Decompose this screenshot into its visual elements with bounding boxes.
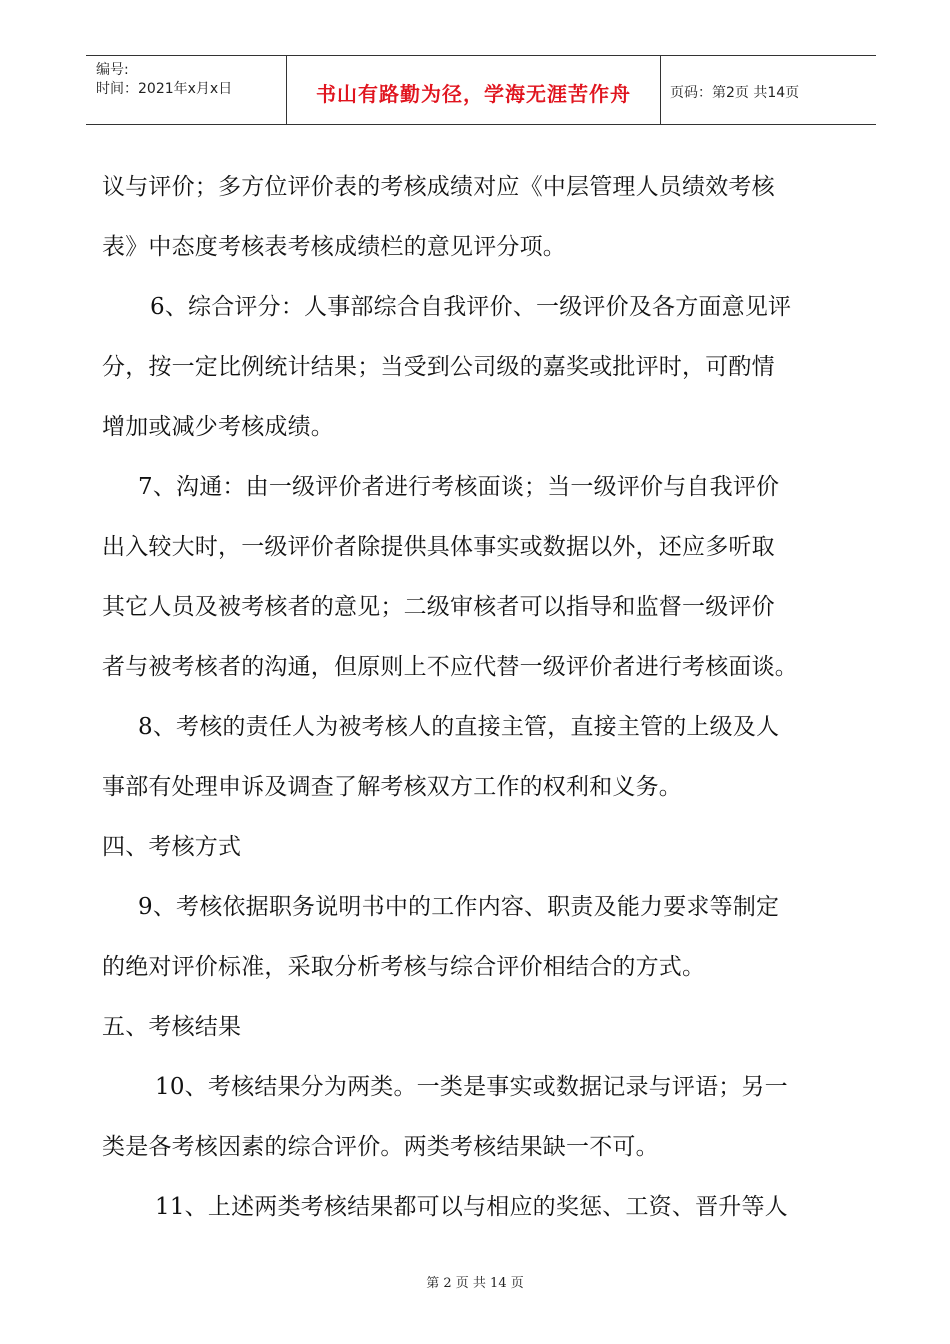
document-time-label: 时间：2021年x月x日 bbox=[96, 81, 233, 97]
header-motto: 书山有路勤为径，学海无涯苦作舟 bbox=[316, 82, 631, 106]
body-line: 分，按一定比例统计结果；当受到公司级的嘉奖或批评时，可酌情 bbox=[102, 354, 775, 380]
body-line: 表》中态度考核表考核成绩栏的意见评分项。 bbox=[102, 234, 566, 260]
body-line: 其它人员及被考核者的意见；二级审核者可以指导和监督一级评价 bbox=[102, 594, 775, 620]
body-line: 出入较大时，一级评价者除提供具体事实或数据以外，还应多听取 bbox=[102, 534, 775, 560]
body-line: 事部有处理申诉及调查了解考核双方工作的权利和义务。 bbox=[102, 774, 682, 800]
header-meta-cell bbox=[86, 56, 286, 124]
body-line: 6、综合评分：人事部综合自我评价、一级评价及各方面意见评 bbox=[150, 294, 792, 320]
section-heading: 五、考核结果 bbox=[102, 1014, 242, 1040]
header-motto-cell bbox=[286, 56, 661, 124]
body-line: 增加或减少考核成绩。 bbox=[102, 414, 334, 440]
body-line: 11、上述两类考核结果都可以与相应的奖惩、工资、晋升等人 bbox=[155, 1194, 788, 1220]
body-line: 类是各考核因素的综合评价。两类考核结果缺一不可。 bbox=[102, 1134, 659, 1160]
body-line: 的绝对评价标准，采取分析考核与综合评价相结合的方式。 bbox=[102, 954, 706, 980]
page-header bbox=[86, 55, 876, 125]
section-heading: 四、考核方式 bbox=[102, 834, 242, 860]
page-footer: 第 2 页 共 14 页 bbox=[426, 1276, 524, 1291]
body-line: 10、考核结果分为两类。一类是事实或数据记录与评语；另一 bbox=[155, 1074, 788, 1100]
body-line: 8、考核的责任人为被考核人的直接主管，直接主管的上级及人 bbox=[138, 714, 780, 740]
body-line: 者与被考核者的沟通，但原则上不应代替一级评价者进行考核面谈。 bbox=[102, 654, 798, 680]
document-number-label: 编号: bbox=[96, 62, 129, 78]
header-page-info: 页码：第2页 共14页 bbox=[670, 85, 800, 101]
body-line: 议与评价；多方位评价表的考核成绩对应《中层管理人员绩效考核 bbox=[102, 174, 775, 200]
body-line: 7、沟通：由一级评价者进行考核面谈；当一级评价与自我评价 bbox=[138, 474, 780, 500]
body-line: 9、考核依据职务说明书中的工作内容、职责及能力要求等制定 bbox=[138, 894, 780, 920]
header-page-cell bbox=[660, 56, 876, 124]
